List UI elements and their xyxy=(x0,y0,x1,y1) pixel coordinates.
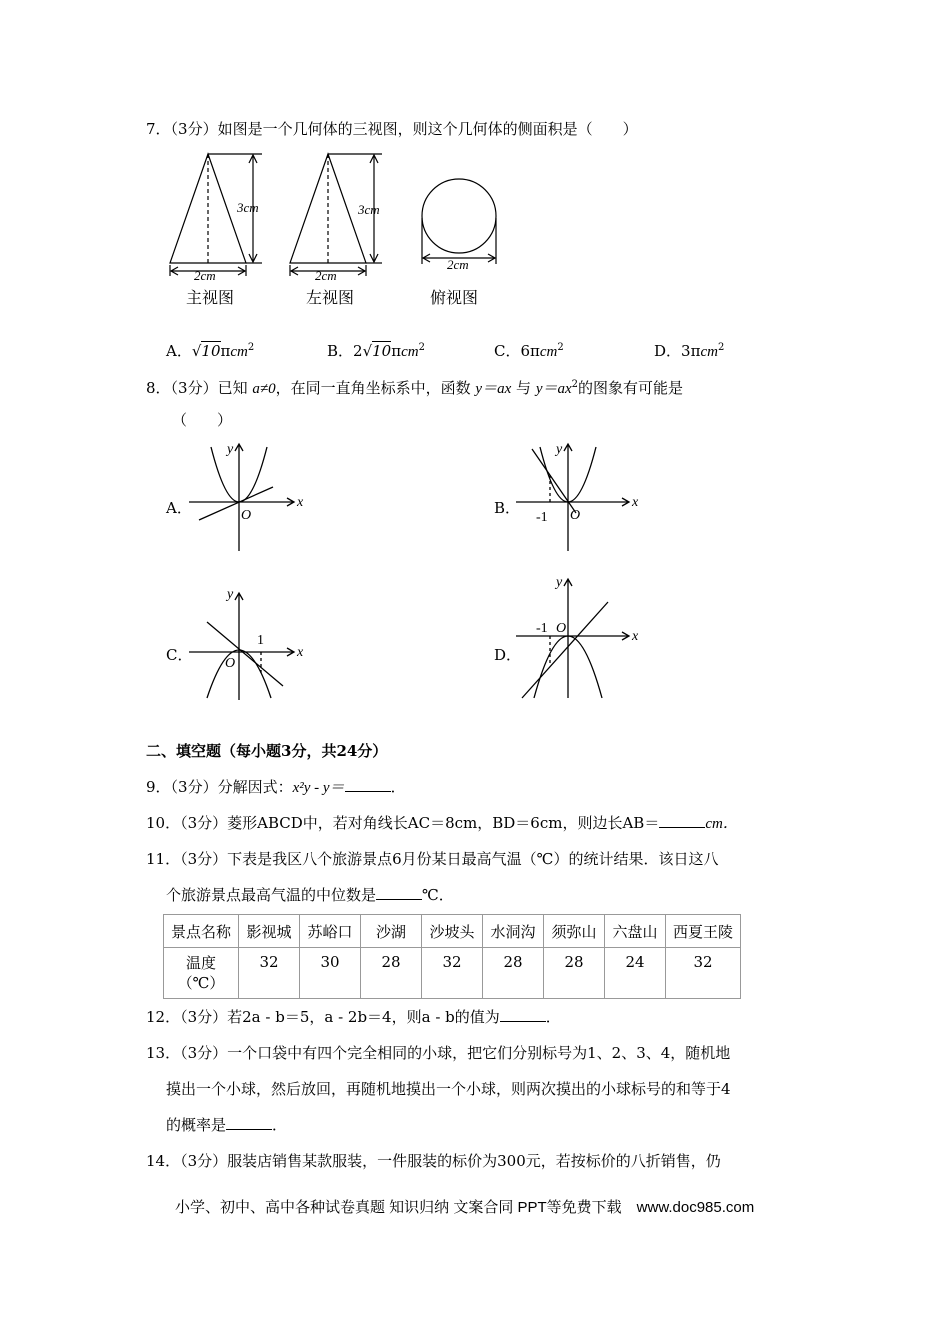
q8-paren: （ ） xyxy=(172,411,233,429)
table-row: 景点名称 影视城 苏峪口 沙湖 沙坡头 水洞沟 须弥山 六盘山 西夏王陵 xyxy=(164,915,741,948)
svg-text:O: O xyxy=(570,508,581,523)
left-height-label: 3cm xyxy=(358,202,380,217)
q8-graph-a xyxy=(185,437,315,555)
front-view-caption: 主视图 xyxy=(186,290,235,307)
left-view-caption: 左视图 xyxy=(306,290,355,307)
table-row: 温度 （℃） 32 30 28 32 28 28 24 32 xyxy=(164,948,741,999)
q8-graph-c xyxy=(185,582,315,702)
section-2-title: 二、填空题（每小题3分，共24分） xyxy=(146,742,388,760)
q7-stem: 7．（3分）如图是一个几何体的三视图，则这个几何体的侧面积是（ ） xyxy=(146,120,638,138)
q12-stem: 12．（3分）若2a - b＝5，a - 2b＝4，则a - b的值为 ． xyxy=(146,1008,561,1026)
q9-stem: 9．（3分）分解因式：x²y - y＝ ． xyxy=(146,778,406,796)
q7-three-views-figure xyxy=(160,146,520,311)
line-negative-slope xyxy=(532,449,576,513)
q10-stem: 10．（3分）菱形ABCD中，若对角线长AC＝8cm，BD＝6cm，则边长AB＝ cm． xyxy=(146,814,738,832)
svg-text:y: y xyxy=(556,575,563,590)
svg-text:O: O xyxy=(241,508,252,523)
q11-temperature-table xyxy=(163,914,741,999)
svg-text:x: x xyxy=(297,645,304,660)
left-width-label: 2cm xyxy=(315,268,337,283)
q13-answer-blank[interactable] xyxy=(226,1115,272,1130)
q13-stem-line1: 13．（3分）一个口袋中有四个完全相同的小球，把它们分别标号为1、2、3、4，随机地 xyxy=(146,1044,731,1062)
q14-stem: 14．（3分）服装店销售某款服装，一件服装的标价为300元，若按标价的八折销售，仍 xyxy=(146,1152,721,1170)
svg-text:y: y xyxy=(227,587,234,602)
q8-option-d-label[interactable]: D． xyxy=(494,646,522,664)
top-width-label: 2cm xyxy=(447,257,469,272)
svg-text:x: x xyxy=(632,629,639,644)
front-width-label: 2cm xyxy=(194,268,216,283)
svg-text:O: O xyxy=(225,656,236,671)
svg-text:y: y xyxy=(227,442,234,457)
q7-option-c[interactable]: C．6πcm$^2$ xyxy=(494,342,564,360)
q12-answer-blank[interactable] xyxy=(500,1007,546,1022)
line-positive-slope xyxy=(199,487,273,520)
svg-text:1: 1 xyxy=(257,633,264,648)
page-footer[interactable]: 小学、初中、高中各种试卷真题 知识归纳 文案合同 PPT等免费下载 www.doc985.com xyxy=(175,1199,755,1216)
q8-option-a-label[interactable]: A． xyxy=(166,499,192,517)
q13-stem-line2: 摸出一个小球，然后放回，再随机地摸出一个小球，则两次摸出的小球标号的和等于4 xyxy=(166,1080,731,1098)
q11-answer-blank[interactable] xyxy=(376,885,422,900)
q9-answer-blank[interactable] xyxy=(345,777,391,792)
q8-graph-b xyxy=(510,437,645,555)
q11-stem-line1: 11．（3分）下表是我区八个旅游景点6月份某日最高气温（℃）的统计结果．该日这八 xyxy=(146,850,719,868)
q8-stem: 8．（3分）已知 a≠0，在同一直角坐标系中，函数 y＝ax 与 $y=ax^2$的图象有可能是 xyxy=(146,379,684,397)
q11-stem-line2: 个旅游景点最高气温的中位数是 ℃． xyxy=(166,886,454,904)
svg-text:y: y xyxy=(556,442,563,457)
line-positive-slope xyxy=(522,602,608,698)
q13-stem-line3: 的概率是 ． xyxy=(166,1116,288,1134)
q7-option-a[interactable]: A．√10πcm$^2$ xyxy=(166,342,255,360)
top-view-caption: 俯视图 xyxy=(430,290,479,307)
q10-answer-blank[interactable] xyxy=(659,813,705,828)
svg-text:O: O xyxy=(556,621,567,636)
svg-text:-1: -1 xyxy=(536,510,548,525)
q7-option-b[interactable]: B．2√10πcm$^2$ xyxy=(327,342,425,360)
q7-option-d[interactable]: D．3πcm$^2$ xyxy=(654,342,725,360)
q8-option-b-label[interactable]: B． xyxy=(494,499,521,517)
line-negative-slope xyxy=(207,622,283,686)
svg-text:x: x xyxy=(632,495,639,510)
svg-text:-1: -1 xyxy=(536,621,548,636)
front-height-label: 3cm xyxy=(237,200,259,215)
q8-graph-d xyxy=(510,570,645,702)
q8-option-c-label[interactable]: C． xyxy=(166,646,193,664)
svg-text:x: x xyxy=(297,495,304,510)
top-view-circle xyxy=(422,179,496,253)
